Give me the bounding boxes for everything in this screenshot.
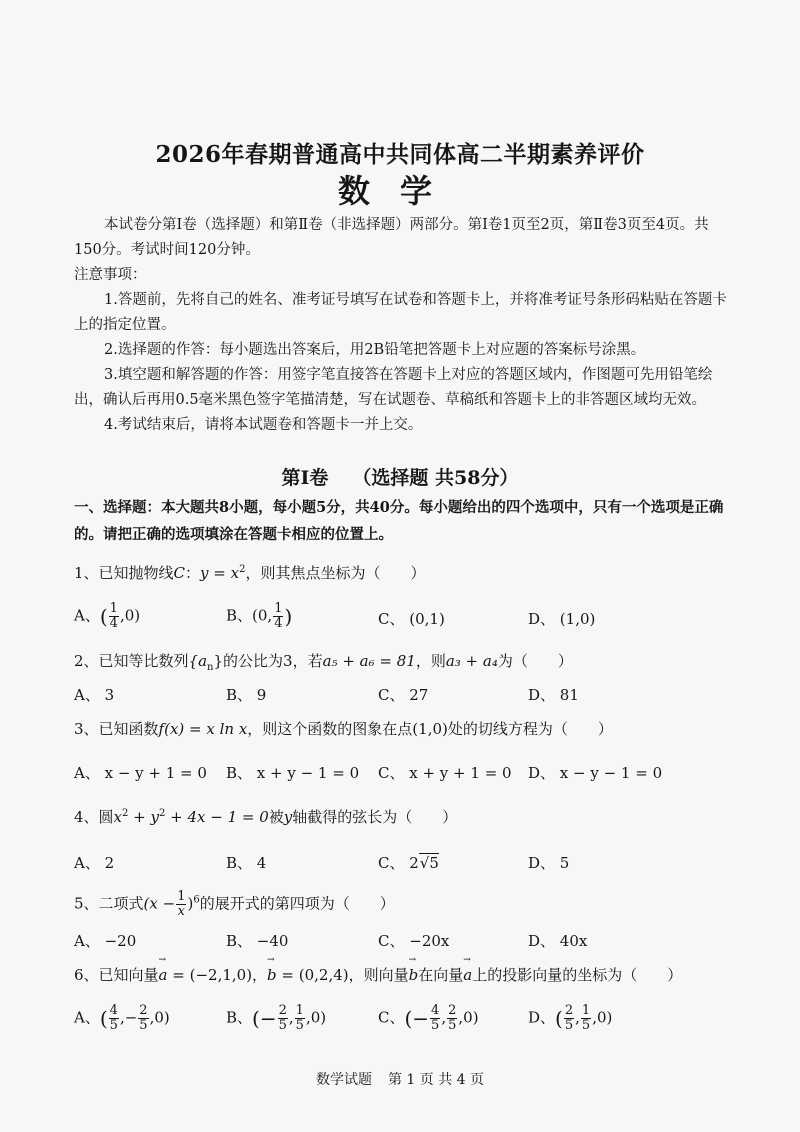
note-4: 4.考试结束后，请将本试题卷和答题卡一并上交。 xyxy=(104,417,423,433)
question-4-stem xyxy=(74,806,740,827)
q1-eq-x: x xyxy=(230,564,240,582)
q6-vector-b: → b xyxy=(267,966,277,984)
q4-rest: + 4x − 1 = 0 xyxy=(165,808,269,826)
q2-option-a[interactable]: A、 3 xyxy=(74,686,115,704)
q1-b-frac xyxy=(273,602,283,631)
q5-expr-pre: (x − xyxy=(143,894,176,913)
q5-option-c[interactable]: C、 −20x xyxy=(378,932,450,950)
q3-function: f(x) = x ln x xyxy=(158,720,248,738)
q6-a-pre: ( xyxy=(99,1006,108,1031)
q5-den: x xyxy=(177,904,186,919)
q2-option-d[interactable]: D、 81 xyxy=(528,686,579,704)
q6-a-post: ,0) xyxy=(149,1008,170,1027)
q2-seq-close: } xyxy=(213,652,224,670)
q6-a-den1: 5 xyxy=(109,1018,118,1033)
q4-sq2: 2 xyxy=(158,808,166,819)
q6-c-num2: 2 xyxy=(448,1003,457,1018)
q6-text: 6、已知向量 xyxy=(74,966,159,984)
q2-seq: {a xyxy=(188,652,208,670)
exam-subject: 数学 xyxy=(337,172,462,210)
q1-a-label: A、 xyxy=(74,606,100,625)
q4-option-a[interactable]: A、 2 xyxy=(74,854,115,872)
q4-y: + y xyxy=(128,808,159,826)
q6-c-label: C、 xyxy=(378,1008,405,1027)
q6-b-pre: (− xyxy=(252,1006,277,1031)
q1-text: 1、已知抛物线 xyxy=(74,564,174,582)
q6-option-a[interactable] xyxy=(74,1004,170,1033)
section-title xyxy=(0,463,800,490)
q6-vector-a: → a xyxy=(159,966,168,984)
q6-text-c: 在向量 xyxy=(418,966,464,984)
q5-option-a[interactable]: A、 −20 xyxy=(74,932,137,950)
q4-option-c[interactable] xyxy=(378,852,439,873)
exam-title: 2026年春期普通高中共同体高二半期素养评价 xyxy=(155,141,645,168)
q1-a-num: 1 xyxy=(109,601,118,616)
q5-power: 6 xyxy=(193,894,200,906)
q6-vector-a-value: = (−2,1,0)， xyxy=(167,966,268,984)
q6-d-pre: ( xyxy=(555,1006,563,1031)
q5-frac xyxy=(176,890,186,919)
q5-expr-post: ) xyxy=(187,894,194,913)
q6-b-num1: 2 xyxy=(278,1003,287,1018)
q1-curve: C xyxy=(173,564,186,582)
q6-text-b: ，则向量 xyxy=(348,966,409,984)
q2-condition: a₅ + a₆ = 81 xyxy=(322,652,416,670)
q6-option-c[interactable] xyxy=(378,1004,479,1033)
q6-a-den2: 5 xyxy=(139,1018,148,1033)
section-name: 第Ⅰ卷 xyxy=(281,467,329,489)
footer-page-number: 第 1 页 共 4 页 xyxy=(387,1072,485,1088)
question-2-stem xyxy=(74,650,740,673)
question-5-stem xyxy=(74,890,740,919)
q6-c-den1: 5 xyxy=(431,1018,440,1033)
section-instructions: 一、选择题：本大题共8小题，每小题5分，共40分。每小题给出的四个选项中，只有一个选项是正确的。请把正确的选项填涂在答题卡相应的位置上。 xyxy=(74,499,724,543)
q4-text: 4、圆 xyxy=(74,808,114,826)
q1-b-den: 4 xyxy=(274,616,283,631)
q6-a-frac2 xyxy=(138,1004,148,1033)
q4-sq1: 2 xyxy=(122,808,129,819)
question-6-stem xyxy=(74,964,740,985)
q3-text-b: ，则这个函数的图象在点 xyxy=(247,720,413,738)
q4-x: x xyxy=(113,808,123,826)
q4-option-b[interactable]: B、 4 xyxy=(226,854,267,872)
q6-b-label: B、 xyxy=(226,1008,253,1027)
q4-option-d[interactable]: D、 5 xyxy=(528,854,570,872)
q6-b-den2: 5 xyxy=(295,1018,304,1033)
q4-c-label: C、 2 xyxy=(378,854,419,872)
q6-c-num1: 4 xyxy=(431,1003,440,1018)
q6-b-frac1 xyxy=(278,1004,288,1033)
q1-b-pre: (0, xyxy=(252,606,273,625)
q2-text-b: 的公比为3，若 xyxy=(223,652,323,670)
q2-text-c: ，则 xyxy=(415,652,446,670)
q3-option-b[interactable]: B、 x + y − 1 = 0 xyxy=(226,764,360,782)
question-1-stem xyxy=(74,562,740,583)
q6-vector-b-ref: → b xyxy=(409,966,419,984)
q1-a-post: ,0) xyxy=(119,606,141,625)
q6-b-post: ,0) xyxy=(305,1008,327,1027)
q1-a-den: 4 xyxy=(109,616,118,631)
q6-b-mid: , xyxy=(288,1008,294,1027)
q3-option-d[interactable]: D、 x − y − 1 = 0 xyxy=(528,764,663,782)
q3-text-c: 处的切线方程为（ ） xyxy=(447,720,613,738)
q4-text-b: 被 xyxy=(268,808,284,826)
q6-option-d[interactable] xyxy=(528,1004,612,1033)
q6-b-den1: 5 xyxy=(278,1018,287,1033)
q5-text: 5、二项式 xyxy=(74,894,144,913)
q6-d-frac2 xyxy=(581,1004,591,1033)
q6-d-post: ,0) xyxy=(592,1008,613,1027)
q1-option-b[interactable] xyxy=(226,602,292,631)
question-3-stem xyxy=(74,718,740,739)
q3-point: (1,0) xyxy=(412,720,448,738)
q6-c-frac1 xyxy=(430,1004,440,1033)
q6-d-mid: , xyxy=(575,1008,580,1027)
q6-a-num2: 2 xyxy=(139,1003,148,1018)
q2-option-b[interactable]: B、 9 xyxy=(226,686,267,704)
q1-colon: ： xyxy=(185,564,201,582)
note-3: 3.填空题和解答题的作答：用签字笔直接答在答题卡上对应的答题区域内，作图题可先用铅笔绘出，确认后再用0.5毫米黑色签字笔描清楚，写在试题卷、草稿纸和答题卡上的非答题区域均无效。 xyxy=(74,367,713,408)
q1-ask: ，则其焦点坐标为（ ） xyxy=(245,564,426,582)
q6-text-d: 上的投影向量的坐标为（ ） xyxy=(472,966,683,984)
q1-option-c[interactable]: C、 (0,1) xyxy=(378,610,445,628)
q6-d-den2: 5 xyxy=(581,1018,591,1033)
q6-d-frac1 xyxy=(564,1004,574,1033)
q1-option-a[interactable] xyxy=(74,602,140,631)
q5-text-b: 的展开式的第四项为（ ） xyxy=(199,894,395,913)
q2-seq-sub: n xyxy=(207,662,214,673)
q4-axis: y xyxy=(283,808,293,826)
q6-c-den2: 5 xyxy=(448,1018,457,1033)
q1-eq-y: y xyxy=(200,564,209,582)
section-subtitle: （选择题 共58分） xyxy=(352,467,519,489)
q6-d-den1: 5 xyxy=(564,1018,574,1033)
q5-option-d[interactable]: D、 40x xyxy=(528,932,588,950)
q6-a-num1: 4 xyxy=(109,1003,118,1018)
q6-a-frac1 xyxy=(109,1004,119,1033)
q5-num: 1 xyxy=(177,889,186,904)
q6-d-num1: 2 xyxy=(564,1003,574,1018)
q6-d-label: D、 xyxy=(528,1008,556,1027)
q3-option-a[interactable]: A、 x − y + 1 = 0 xyxy=(74,764,207,782)
intro-paragraph: 本试卷分第Ⅰ卷（选择题）和第Ⅱ卷（非选择题）两部分。第Ⅰ卷1页至2页，第Ⅱ卷3页至4页。共150分。考试时间120分钟。 xyxy=(74,217,709,258)
q5-option-b[interactable]: B、 −40 xyxy=(226,932,289,950)
q1-exp: 2 xyxy=(239,564,246,575)
q6-b-frac2 xyxy=(295,1004,305,1033)
q4-c-root: √5 xyxy=(419,854,439,872)
q3-option-c[interactable]: C、 x + y + 1 = 0 xyxy=(378,764,512,782)
q6-c-frac2 xyxy=(447,1004,457,1033)
q1-eq-mid: = xyxy=(208,564,231,582)
q6-c-pre: (− xyxy=(404,1006,430,1031)
q2-ask-expr: a₃ + a₄ xyxy=(445,652,498,670)
q2-option-c[interactable]: C、 27 xyxy=(378,686,429,704)
q2-text: 2、已知等比数列 xyxy=(74,652,189,670)
q6-c-post: ,0) xyxy=(458,1008,479,1027)
q1-a-pre: ( xyxy=(99,604,108,629)
q6-vector-a-ref: → a xyxy=(463,966,472,984)
q6-vector-b-value: = (0,2,4) xyxy=(276,966,349,984)
notice-heading: 注意事项： xyxy=(74,267,147,283)
note-1: 1.答题前，先将自己的姓名、准考证号填写在试卷和答题卡上，并将准考证号条形码粘贴在答题卡上的指定位置。 xyxy=(74,292,727,333)
q4-text-c: 轴截得的弦长为（ ） xyxy=(292,808,458,826)
q6-option-b[interactable] xyxy=(226,1004,326,1033)
page-footer xyxy=(0,1069,800,1089)
q6-b-num2: 1 xyxy=(295,1003,304,1018)
q1-b-post: ) xyxy=(284,604,293,629)
q6-a-mid: ,− xyxy=(119,1008,138,1027)
q6-c-mid: , xyxy=(441,1008,447,1027)
q6-a-label: A、 xyxy=(74,1008,100,1027)
q2-text-d: 为（ ） xyxy=(497,652,573,670)
q3-text: 3、已知函数 xyxy=(74,720,159,738)
q1-a-frac xyxy=(109,602,119,631)
q6-d-num2: 1 xyxy=(581,1003,591,1018)
q1-option-d[interactable]: D、 (1,0) xyxy=(528,610,596,628)
note-2: 2.选择题的作答：每小题选出答案后，用2B铅笔把答题卡上对应题的答案标号涂黑。 xyxy=(104,342,646,358)
intro-block xyxy=(74,213,734,438)
q1-b-num: 1 xyxy=(274,601,283,616)
q1-b-label: B、 xyxy=(226,606,253,625)
footer-subject: 数学试题 xyxy=(315,1072,372,1088)
